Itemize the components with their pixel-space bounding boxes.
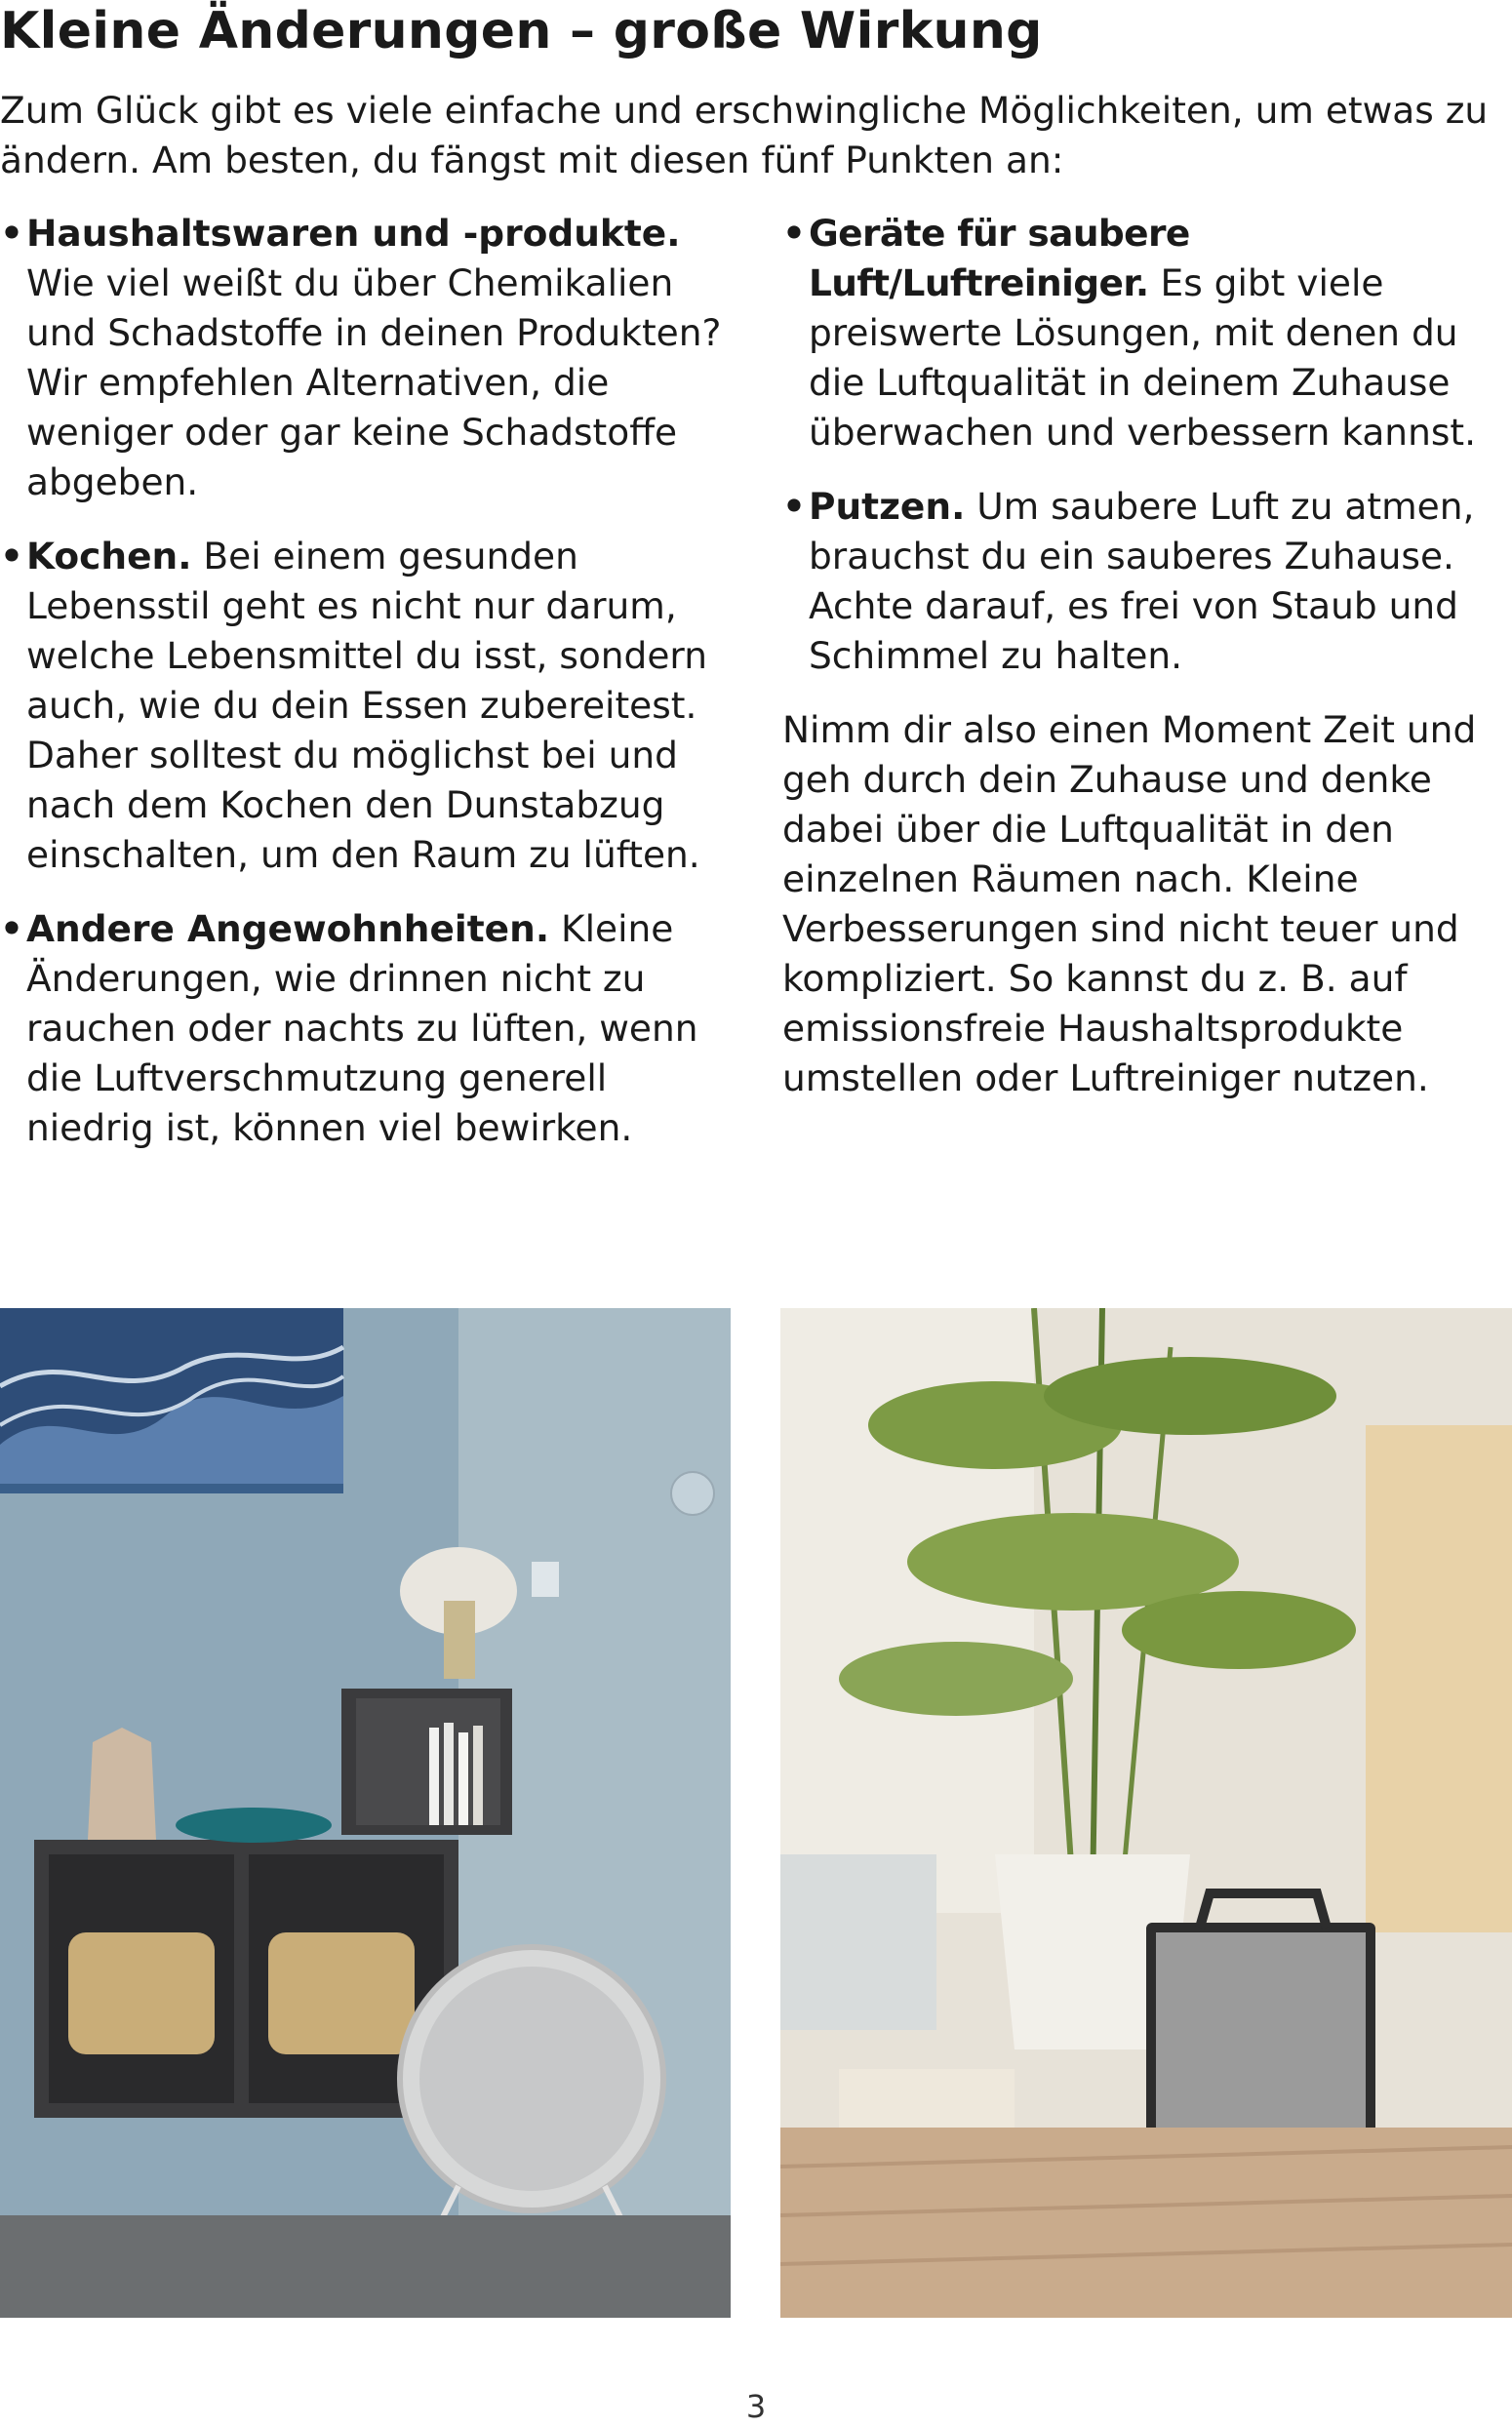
bullet-text: Bei einem gesunden Lebensstil geht es nicht nur darum, welche Lebensmittel du isst, sondern auch, wie du dein Essen zubereitest. Daher solltest du möglichst bei und nach dem Kochen den Dunstabzug einschalten, um den Raum zu lüften. (26, 535, 707, 876)
bullet-heading: Kochen. (26, 535, 192, 577)
right-column (782, 209, 1512, 1103)
bullet-text: Um saubere Luft zu atmen, brauchst du ein sauberes Zuhause. Achte darauf, es frei von Staub und Schimmel zu halten. (809, 485, 1475, 677)
bullet-air-purifiers (782, 209, 1512, 458)
left-column (0, 209, 741, 1177)
page-number: 3 (745, 2388, 767, 2425)
bullet-heading: Geräte für saubere Luft/Luftreiniger. (809, 212, 1190, 304)
bullet-text: Kleine Änderungen, wie drinnen nicht zu rauchen oder nachts zu lüften, wenn die Luftverschmutzung generell niedrig ist, können viel bewirken. (26, 907, 698, 1149)
bullet-marker: • (0, 535, 23, 577)
bullet-marker: • (0, 907, 23, 950)
photo-purifier-illustration (780, 1308, 1512, 2318)
photo-shelf-illustration (0, 1308, 731, 2318)
bullet-text: Wie viel weißt du über Chemikalien und Schadstoffe in deinen Produkten? Wir empfehlen Alternativen, die weniger oder gar keine Schadstoffe abgeben. (26, 261, 722, 503)
bullet-cooking (0, 532, 741, 880)
bullet-marker: • (782, 485, 806, 528)
bullet-marker: • (0, 212, 23, 255)
page-title: Kleine Änderungen – große Wirkung (0, 2, 1043, 60)
bullet-marker: • (782, 212, 806, 255)
bullet-cleaning (782, 482, 1512, 681)
bullet-text: Es gibt viele preiswerte Lösungen, mit denen du die Luftqualität in deinem Zuhause überwachen und verbessern kannst. (809, 261, 1476, 454)
bullet-heading: Andere Angewohnheiten. (26, 907, 550, 950)
bullet-heading: Haushaltswaren und -produkte. (26, 212, 681, 255)
bullet-heading: Putzen. (809, 485, 966, 528)
closing-paragraph: Nimm dir also einen Moment Zeit und geh durch dein Zuhause und denke dabei über die Luftqualität in den einzelnen Räumen nach. Kleine Verbesserungen sind nicht teuer und kompliziert. So kannst du z. B. auf emissionsfreie Haushaltsprodukte umstellen oder Luftreiniger nutzen. (782, 708, 1477, 1099)
intro-paragraph: Zum Glück gibt es viele einfache und erschwingliche Möglichkeiten, um etwas zu ändern. Am besten, du fängst mit diesen fünf Punkten an: (0, 89, 1489, 181)
photo-plant-air-purifier (780, 1308, 1512, 2318)
bullet-household-products (0, 209, 741, 507)
photo-living-room-shelf (0, 1308, 731, 2318)
bullet-other-habits (0, 904, 741, 1153)
